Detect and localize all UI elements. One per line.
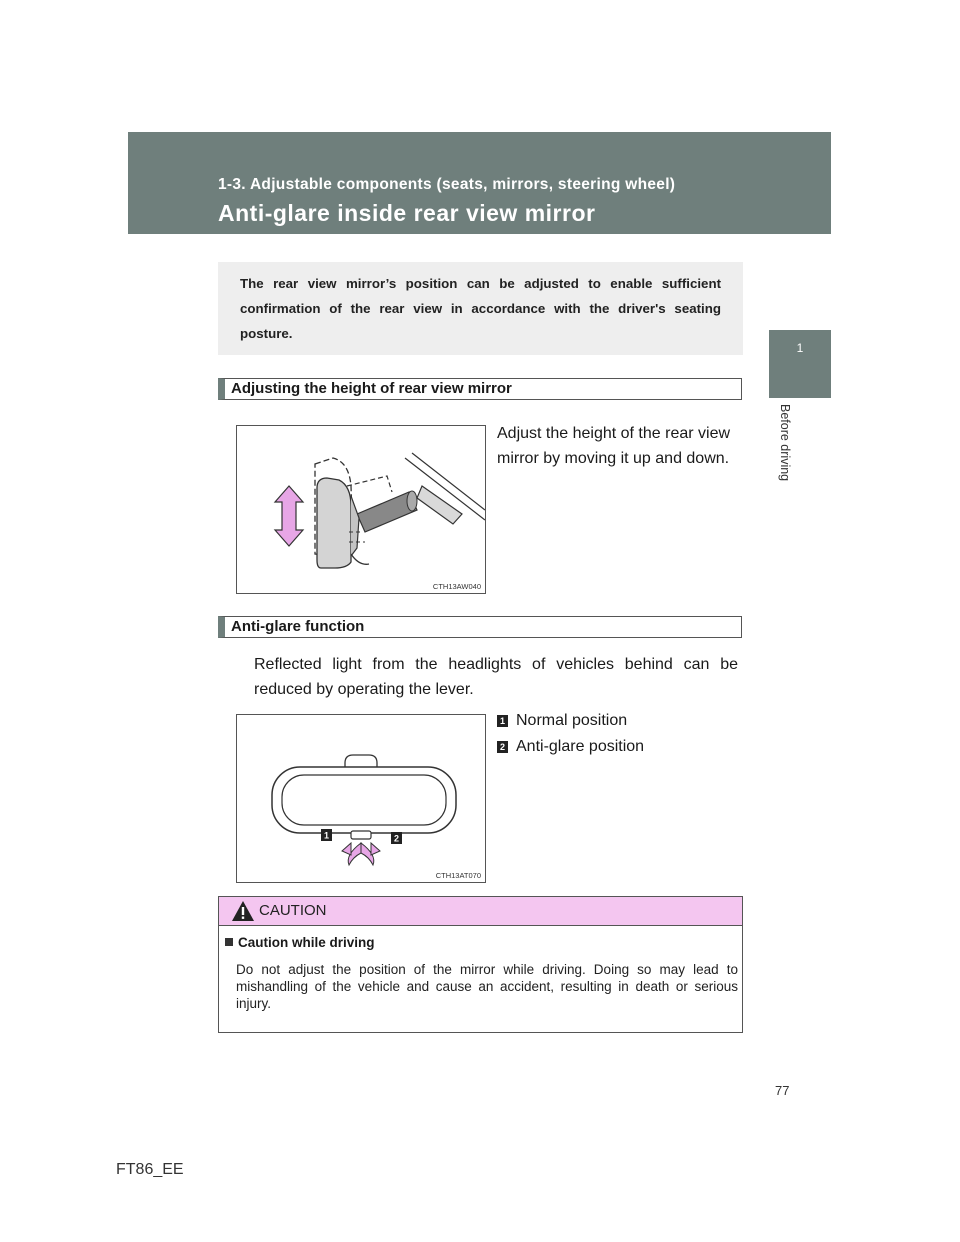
position-label: Anti-glare position (516, 738, 645, 755)
number-badge: 2 (497, 741, 508, 753)
callout-2: 2 (393, 833, 400, 844)
caution-header (219, 897, 742, 926)
section1-text: Adjust the height of the rear view mirror by moving it up and down. (497, 425, 731, 467)
caution-text: Do not adjust the position of the mirror while driving. Doing so may lead to mishandling of the vehicle and cause an accident, resulting in death or serious injury. (236, 962, 738, 1011)
warning-triangle-icon (231, 900, 255, 922)
caution-item-title (225, 935, 375, 950)
figure-anti-glare (236, 714, 486, 883)
section-heading-anti-glare: Anti-glare function (218, 616, 742, 638)
chapter-tab[interactable] (769, 330, 831, 398)
position-label: Normal position (516, 712, 628, 729)
section-heading-height: Adjusting the height of rear view mirror (218, 378, 742, 400)
figure-code: CTH13AT070 (435, 871, 481, 880)
section2-text: Reflected light from the headlights of vehicles behind can be reduced by operating the lever. (254, 656, 738, 698)
square-bullet-icon (225, 938, 233, 946)
chapter-number: 1 (796, 341, 804, 355)
mirror-height-illustration (237, 426, 485, 593)
page-number: 77 (775, 1083, 790, 1098)
chapter-label: Before driving (778, 404, 792, 482)
position-item-1 (497, 708, 627, 733)
figure-code: CTH13AW040 (432, 582, 481, 591)
mirror-lever-illustration (237, 715, 485, 882)
number-badge: 1 (497, 715, 508, 727)
figure-mirror-height (236, 425, 486, 594)
caution-box (218, 896, 743, 1033)
chapter-label-container (732, 404, 842, 494)
section-path: 1-3. Adjustable components (seats, mirrors, steering wheel) (218, 176, 676, 193)
callout-1: 1 (323, 830, 330, 841)
caution-item-text: Caution while driving (238, 935, 375, 950)
position-item-2 (497, 734, 644, 759)
caution-label: CAUTION (259, 902, 327, 919)
page-title: Anti-glare inside rear view mirror (218, 200, 596, 226)
intro-box (218, 262, 743, 355)
model-code: FT86_EE (116, 1161, 184, 1178)
intro-text: The rear view mirror’s position can be adjusted to enable sufficient confirmation of the rear view in accordance with the driver's seating posture. (240, 276, 721, 341)
